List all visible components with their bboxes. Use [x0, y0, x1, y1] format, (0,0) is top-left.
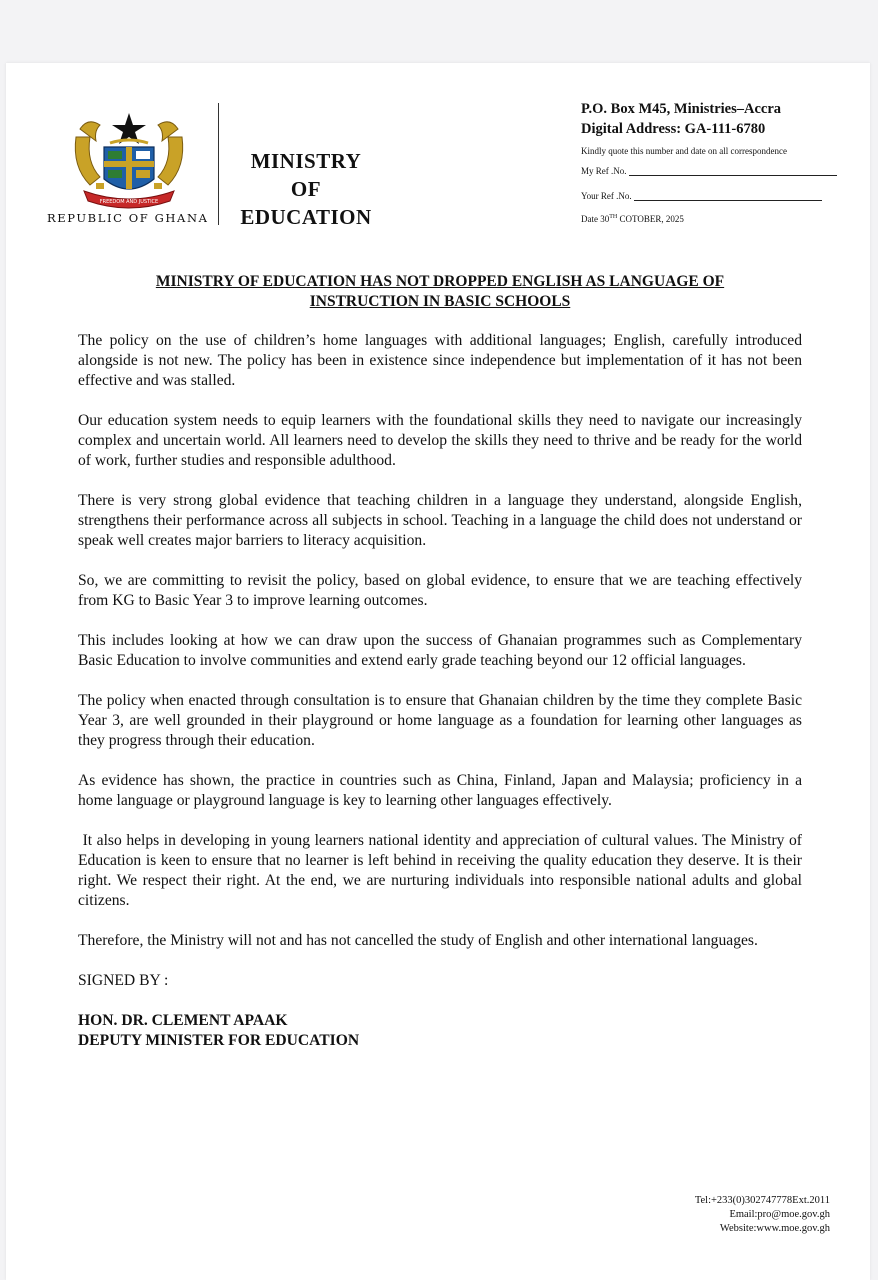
my-ref-field: [581, 166, 837, 176]
signed-by-label: SIGNED BY :: [78, 972, 169, 989]
signatory-title: DEPUTY MINISTER FOR EDUCATION: [78, 1032, 360, 1049]
quote-note: Kindly quote this number and date on all correspondence: [581, 146, 787, 156]
ghana-coat-of-arms-icon: [66, 107, 192, 217]
contact-footer: [695, 1194, 830, 1236]
ministry-line-1: MINISTRY: [250, 149, 362, 173]
paragraph: So, we are committing to revisit the policy, based on global evidence, to ensure that we are teaching effectively from KG to Basic Year 3 to improve learning outcomes.: [78, 572, 802, 609]
date-prefix: Date 30: [581, 214, 610, 224]
svg-text:FREEDOM AND JUSTICE: FREEDOM AND JUSTICE: [99, 199, 159, 205]
digital-address: Digital Address: GA-111-6780: [581, 121, 766, 137]
your-ref-label: Your Ref .No.: [581, 191, 632, 201]
headline-line-2: INSTRUCTION IN BASIC SCHOOLS: [309, 293, 571, 310]
signatory-name: HON. DR. CLEMENT APAAK: [78, 1012, 288, 1029]
letter-headline: [78, 272, 802, 312]
letter-body: [78, 331, 806, 1051]
headline-line-1: MINISTRY OF EDUCATION HAS NOT DROPPED ENGLISH AS LANGUAGE OF: [155, 273, 725, 290]
paragraph: It also helps in developing in young learners national identity and appreciation of cultural values. The Ministry of Education is keen to ensure that no learner is left behind in receiving the quality education they deserve. It is their right. We respect their right. At the end, we are nurturing individuals into responsible national adults and global citizens.: [78, 832, 806, 909]
paragraph: Our education system needs to equip learners with the foundational skills they need to navigate our increasingly complex and uncertain world. All learners need to develop the skills they need to thrive and be ready for the world of work, further studies and responsible adulthood.: [78, 412, 802, 469]
letter-date: [581, 214, 684, 224]
your-ref-rule: [634, 192, 822, 201]
your-ref-field: [581, 191, 822, 201]
po-box: P.O. Box M45, Ministries–Accra: [581, 101, 782, 117]
date-ordinal: TH: [609, 214, 618, 220]
footer-website: Website:www.moe.gov.gh: [719, 1223, 830, 1234]
paragraph: The policy when enacted through consultation is to ensure that Ghanaian children by the time they complete Basic Year 3, are well grounded in their playground or home language as a foundation for learning other languages as they progress through their education.: [78, 692, 802, 749]
paragraph: This includes looking at how we can draw upon the success of Ghanaian programmes such as Complementary Basic Education to involve communities and extend early grade teaching beyond our 12 official languages.: [78, 632, 802, 669]
my-ref-label: My Ref .No.: [581, 166, 627, 176]
republic-of-ghana-label: REPUBLIC OF GHANA: [47, 211, 209, 225]
letterhead-divider: [218, 103, 219, 225]
paragraph: As evidence has shown, the practice in countries such as China, Finland, Japan and Malaysia; proficiency in a home language or playground language is key to learning other languages effectively.: [78, 772, 806, 809]
ministry-title: [226, 147, 386, 231]
footer-email: Email:pro@moe.gov.gh: [729, 1209, 830, 1220]
letter-page: [6, 63, 870, 1280]
ministry-line-3: EDUCATION: [240, 205, 372, 229]
my-ref-rule: [629, 167, 837, 176]
paragraph: There is very strong global evidence that teaching children in a language they understand, alongside English, strengthens their performance across all subjects in school. Teaching in a language the child does not understand or speak well creates major barriers to literacy acquisition.: [78, 492, 802, 549]
ministry-line-2: OF: [290, 177, 322, 201]
paragraph: Therefore, the Ministry will not and has not cancelled the study of English and other international languages.: [78, 932, 758, 949]
date-suffix: COTOBER, 2025: [617, 214, 684, 224]
paragraph: The policy on the use of children’s home languages with additional languages; English, carefully introduced alongside is not new. The policy has been in existence since independence but implementation of it has not been effective and was stalled.: [78, 332, 802, 389]
footer-tel: Tel:+233(0)302747778Ext.2011: [694, 1195, 830, 1206]
